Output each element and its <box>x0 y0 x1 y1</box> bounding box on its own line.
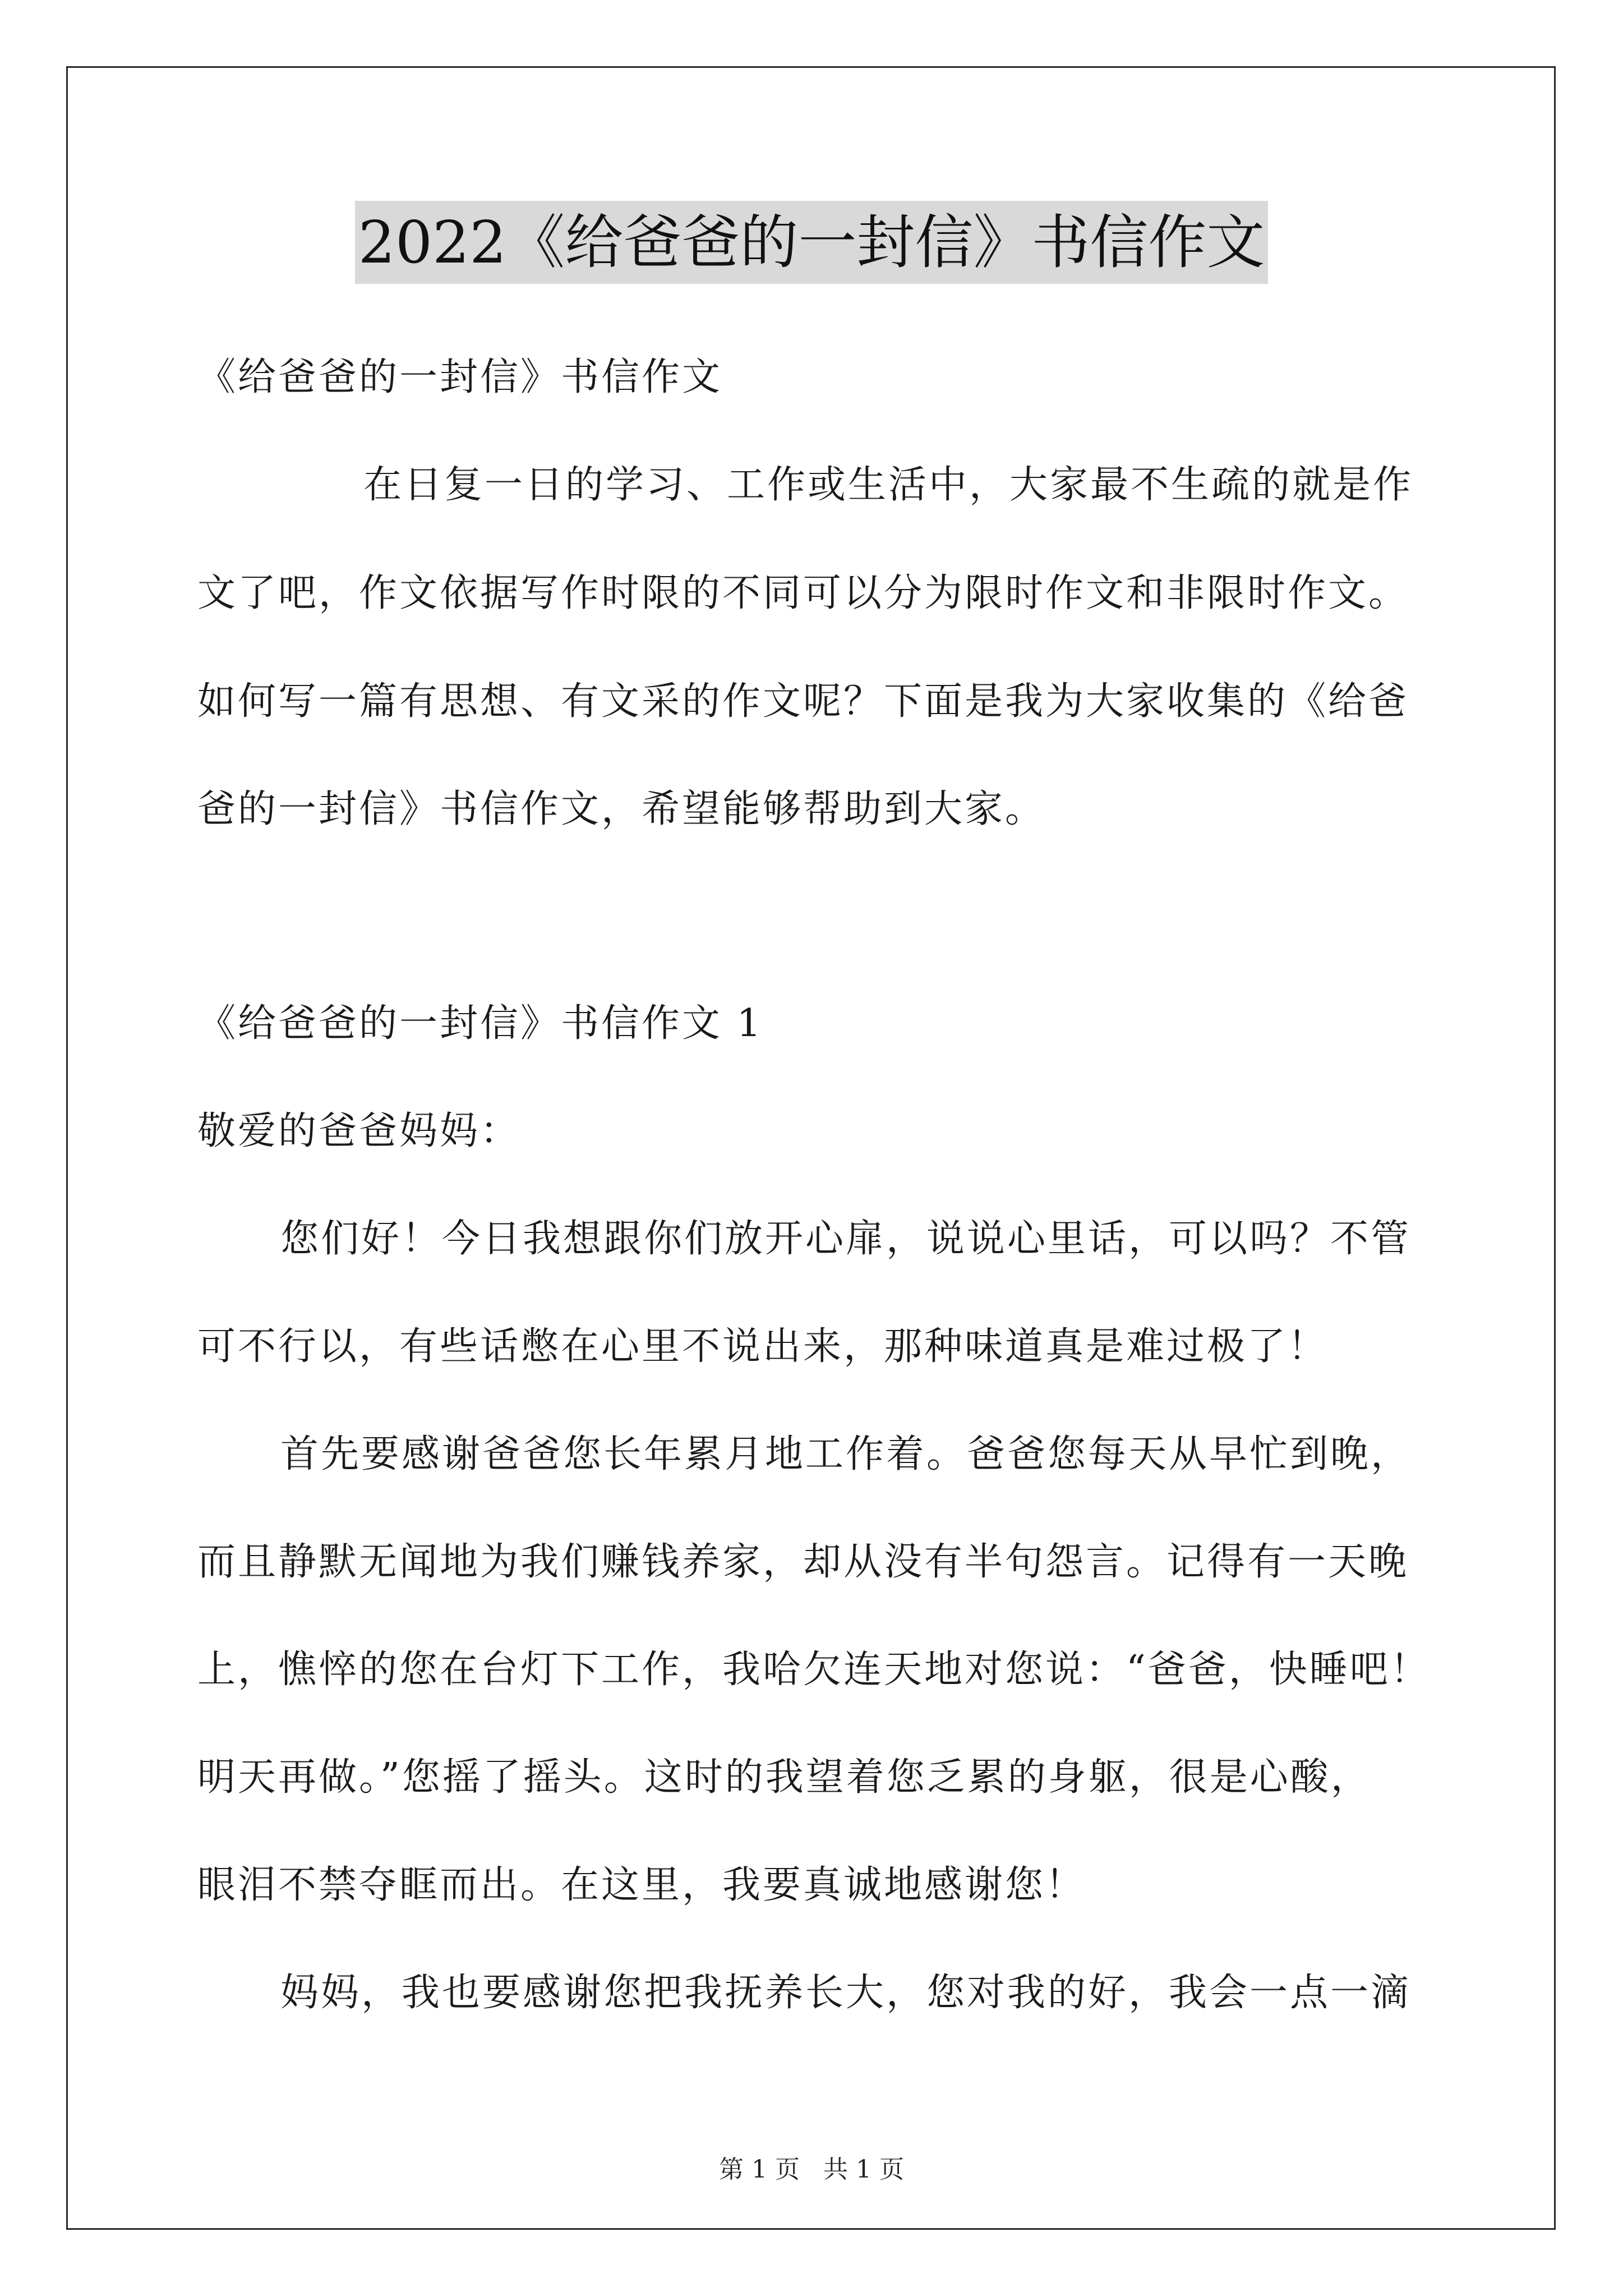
body-line: 上，憔悴的您在台灯下工作，我哈欠连天地对您说：“爸爸，快睡吧！ <box>197 1648 1431 1692</box>
body-line: 您们好！今日我想跟你们放开心扉，说说心里话，可以吗？不管 <box>280 1217 1412 1261</box>
salutation: 敬爱的爸爸妈妈： <box>197 1109 521 1153</box>
body-line: 妈妈，我也要感谢您把我抚养长大，您对我的好，我会一点一滴 <box>280 1971 1412 2015</box>
body-line: 明天再做。”您摇了摇头。这时的我望着您乏累的身躯，很是心酸， <box>197 1755 1371 1800</box>
intro-line: 如何写一篇有思想、有文采的作文呢？下面是我为大家收集的《给爸 <box>197 679 1409 724</box>
body-line: 而且静默无闻地为我们赚钱养家，却从没有半句怨言。记得有一天晚 <box>197 1540 1409 1584</box>
document-title: 2022《给爸爸的一封信》书信作文 <box>355 201 1269 284</box>
page-footer <box>0 2153 1623 2187</box>
body-line: 眼泪不禁夺眶而出。在这里，我要真诚地感谢您！ <box>197 1863 1086 1907</box>
intro-line: 爸的一封信》书信作文，希望能够帮助到大家。 <box>197 787 1046 831</box>
subtitle: 《给爸爸的一封信》书信作文 <box>197 355 723 399</box>
body-line: 首先要感谢爸爸您长年累月地工作着。爸爸您每天从早忙到晚， <box>280 1432 1412 1476</box>
section-heading: 《给爸爸的一封信》书信作文 1 <box>197 1001 763 1046</box>
intro-line: 文了吧，作文依据写作时限的不同可以分为限时作文和非限时作文。 <box>197 571 1409 615</box>
title-container <box>0 201 1623 284</box>
body-line: 可不行以，有些话憋在心里不说出来，那种味道真是难过极了！ <box>197 1324 1329 1369</box>
intro-line: 在日复一日的学习、工作或生活中，大家最不生疏的就是作 <box>363 463 1414 507</box>
page-number: 第 1 页 <box>719 2155 800 2184</box>
page-total: 共 1 页 <box>823 2155 904 2184</box>
